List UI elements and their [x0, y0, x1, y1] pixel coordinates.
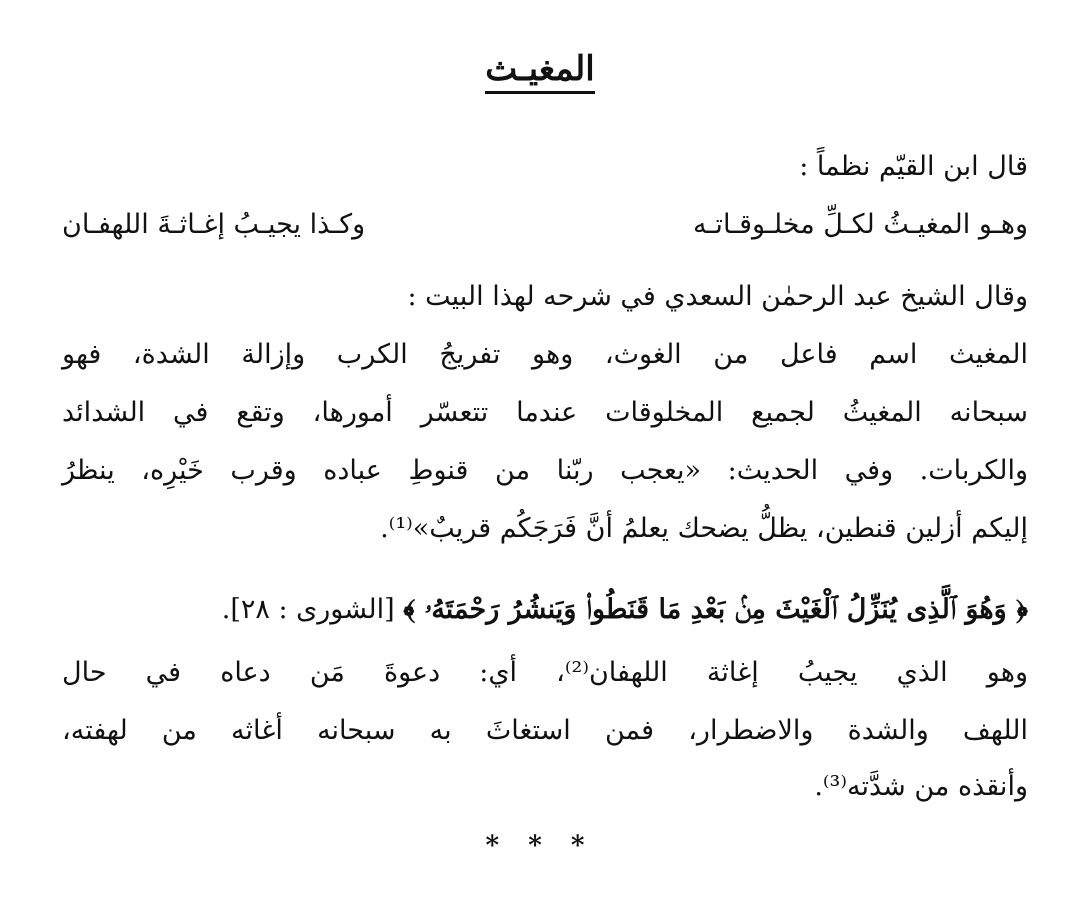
page-title — [0, 44, 1080, 94]
paragraph2-line2: اللهف والشدة والاضطرار، فمن استغاثَ به سبحانه أغاثه من لهفته، — [62, 715, 1028, 746]
paragraph2-line3: وأنقذه من شدَّته⁽³⁾. — [814, 771, 1028, 802]
quran-verse-line — [62, 590, 1028, 630]
paragraph1-line3: والكربات. وفي الحديث: «يعجب ربّنا من قنوطِ عباده وقرب خَيْرِه، ينظرُ — [62, 455, 1028, 486]
poem-hemistich-first: وهـو المغيـثُ لكـلِّ مخلـوقـاتـه — [693, 209, 1028, 240]
section-separator: * * * — [485, 831, 595, 861]
intro-line: قال ابن القيّم نظماً : — [799, 151, 1028, 182]
paragraph1-line2: سبحانه المغيثُ لجميع المخلوقات عندما تتعسّر أمورها، وتقع في الشدائد — [62, 397, 1028, 428]
poem-hemistich-second: وكـذا يجيـبُ إغـاثـةَ اللهفـان — [62, 209, 366, 240]
quran-reference: [الشورى : ٢٨]. — [221, 594, 395, 625]
paragraph1-line4: إليكم أزلين قنطين، يظلُّ يضحك يعلمُ أنَّ فَرَجَكُم قريبٌ»⁽¹⁾. — [380, 513, 1028, 544]
paragraph1-line1: المغيث اسم فاعل من الغوث، وهو تفريجُ الكرب وإزالة الشدة، فهو — [62, 339, 1028, 370]
paragraph2-line1: وهو الذي يجيبُ إغاثة اللهفان⁽²⁾، أي: دعوةَ مَن دعاه في حال — [62, 657, 1028, 688]
quran-verse: ﴿ وَهُوَ ٱلَّذِى يُنَزِّلُ ٱلْغَيْثَ مِنۢ بَعْدِ مَا قَنَطُوا۟ وَيَنشُرُ رَحْمَتَهُۥ ﴾ — [403, 594, 1028, 625]
title-text: المغيـث — [485, 49, 594, 94]
commentary-intro: وقال الشيخ عبد الرحمٰن السعدي في شرحه لهذا البيت : — [407, 281, 1028, 312]
